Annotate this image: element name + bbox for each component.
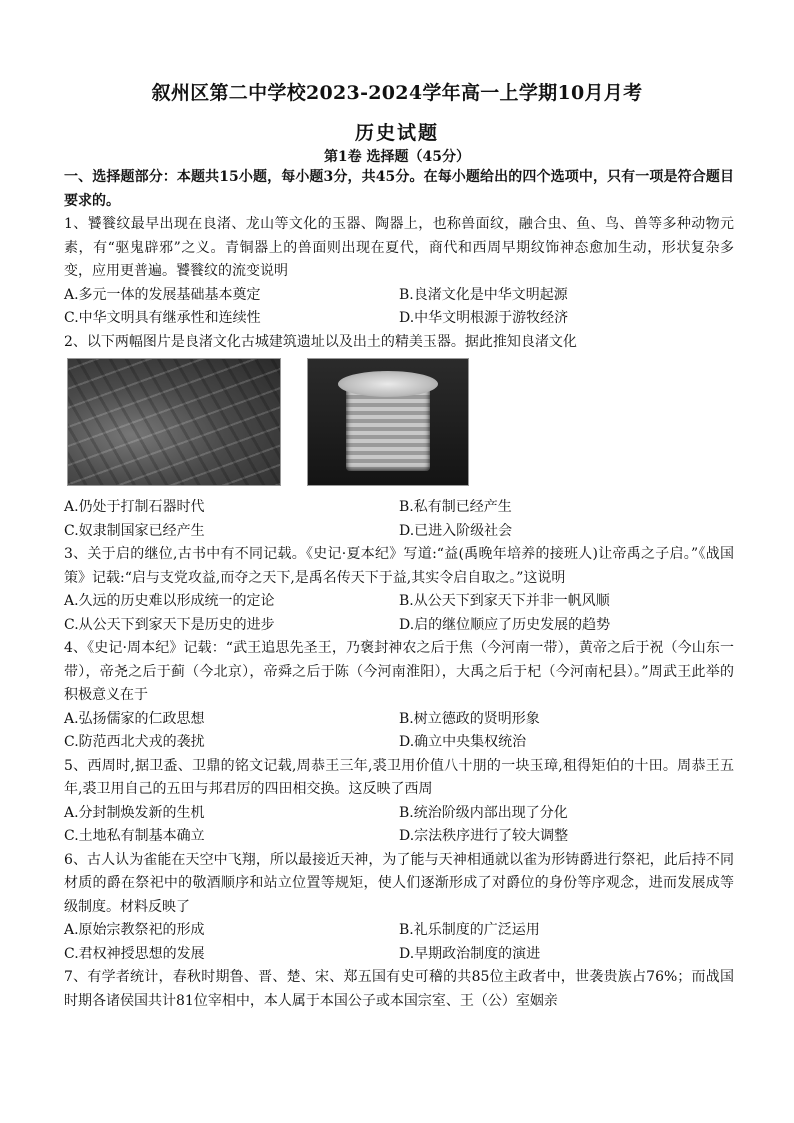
option-d: D.已进入阶级社会 — [399, 522, 513, 539]
option-b: B.良渚文化是中华文明起源 — [399, 286, 568, 303]
question-stem: 4、《史记·周本纪》记载：“武王追思先圣王，乃褒封神农之后于焦（今河南一带），黄帝之后于祝（今山东一带），帝尧之后于蓟（今北京），帝舜之后于陈（今河南淮阳），大禹之后于杞（今河南杞县）。”周武王此举的积极意义在于 — [64, 640, 734, 703]
jade-cong-photo — [307, 358, 469, 486]
option-d: D.确立中央集权统治 — [399, 734, 527, 750]
option-list — [64, 284, 734, 331]
option-a: A.弘扬儒家的仁政思想 — [64, 710, 205, 727]
liangzhu-city-ruins-photo — [67, 358, 281, 486]
option-c: C.从公天下到家天下是历史的进步 — [64, 616, 275, 633]
option-list — [64, 802, 734, 849]
option-a: A.仍处于打制石器时代 — [64, 499, 205, 515]
option-b: B.树立德政的贤明形象 — [399, 710, 540, 727]
figure-row — [67, 358, 734, 488]
option-b: B.从公天下到家天下并非一帆风顺 — [399, 593, 610, 609]
jade-cong-top — [338, 371, 438, 397]
question-stem: 7、有学者统计，春秋时期鲁、晋、楚、宋、郑五国有史可稽的共85位主政者中，世袭贵族占76%；而战国时期各诸侯国共计81位宰相中，本人属于本国公子或本国宗室、王（公）室姻亲 — [64, 969, 734, 1009]
option-c: C.防范西北犬戎的袭扰 — [64, 734, 205, 750]
option-b: B.礼乐制度的广泛运用 — [399, 922, 540, 938]
option-list — [64, 496, 734, 543]
option-d: D.早期政治制度的演进 — [399, 945, 541, 962]
section-heading: 第1卷 选择题（45分） — [323, 149, 471, 165]
question-2 — [64, 331, 734, 544]
question-stem: 5、西周时,据卫盉、卫鼎的铭文记载,周恭王三年,裘卫用价值八十朋的一块玉璋,租得矩伯的十田。周恭王五年,裘卫用自己的五田与邦君厉的四田相交换。这反映了西周 — [64, 757, 734, 797]
question-7 — [64, 966, 734, 1013]
option-d: D.中华文明根源于游牧经济 — [399, 310, 569, 326]
question-1 — [64, 213, 734, 331]
option-c: C.奴隶制国家已经产生 — [64, 522, 205, 539]
option-b: B.私有制已经产生 — [399, 499, 512, 515]
exam-subtitle: 历史试题 — [354, 122, 439, 144]
option-a: A.原始宗教祭祀的形成 — [64, 922, 205, 938]
exam-content — [64, 166, 734, 1013]
question-5 — [64, 755, 734, 849]
option-a: A.多元一体的发展基础基本奠定 — [64, 286, 261, 303]
option-list — [64, 590, 734, 637]
question-stem: 1、饕餮纹最早出现在良渚、龙山等文化的玉器、陶器上，也称兽面纹，融合虫、鱼、鸟、兽等多种动物元素，有“驱鬼辟邪”之义。青铜器上的兽面则出现在夏代，商代和西周早期纹饰神态愈加生动，形状复杂多变，应用更普遍。饕餮纹的流变说明 — [64, 216, 734, 279]
question-stem: 6、古人认为雀能在天空中飞翔，所以最接近天神，为了能与天神相通就以雀为形铸爵进行祭祀，此后持不同材质的爵在祭祀中的敬酒顺序和站立位置等规矩，使人们逐渐形成了对爵位的身份等序观念，进而发展成等级制度。材料反映了 — [64, 851, 734, 915]
option-c: C.土地私有制基本确立 — [64, 828, 205, 844]
option-a: A.分封制焕发新的生机 — [64, 804, 205, 821]
option-d: D.启的继位顺应了历史发展的趋势 — [399, 616, 611, 633]
option-c: C.君权神授思想的发展 — [64, 945, 205, 962]
option-d: D.宗法秩序进行了较大调整 — [399, 828, 569, 844]
option-c: C.中华文明具有继承性和连续性 — [64, 310, 261, 326]
question-stem: 3、关于启的继位,古书中有不同记载。《史记·夏本纪》写道:“益(禹晚年培养的接班人)让帝禹之子启。”《战国策》记载:“启与支党攻益,而夺之天下,是禹名传天下于益,其实令启自取之。”这说明 — [64, 546, 734, 586]
exam-title: 叙州区第二中学校2023-2024学年高一上学期10月月考 — [151, 82, 643, 104]
option-list — [64, 919, 734, 966]
option-a: A.久远的历史难以形成统一的定论 — [64, 593, 275, 609]
question-3 — [64, 543, 734, 637]
instructions: 一、选择题部分：本题共15小题，每小题3分，共45分。在每小题给出的四个选项中，只有一项是符合题目要求的。 — [64, 169, 734, 209]
question-4 — [64, 637, 734, 755]
question-stem: 2、以下两幅图片是良渚文化古城建筑遗址以及出土的精美玉器。据此推知良渚文化 — [64, 333, 577, 350]
question-6 — [64, 849, 734, 967]
option-list — [64, 708, 734, 755]
option-b: B.统治阶级内部出现了分化 — [399, 804, 568, 821]
